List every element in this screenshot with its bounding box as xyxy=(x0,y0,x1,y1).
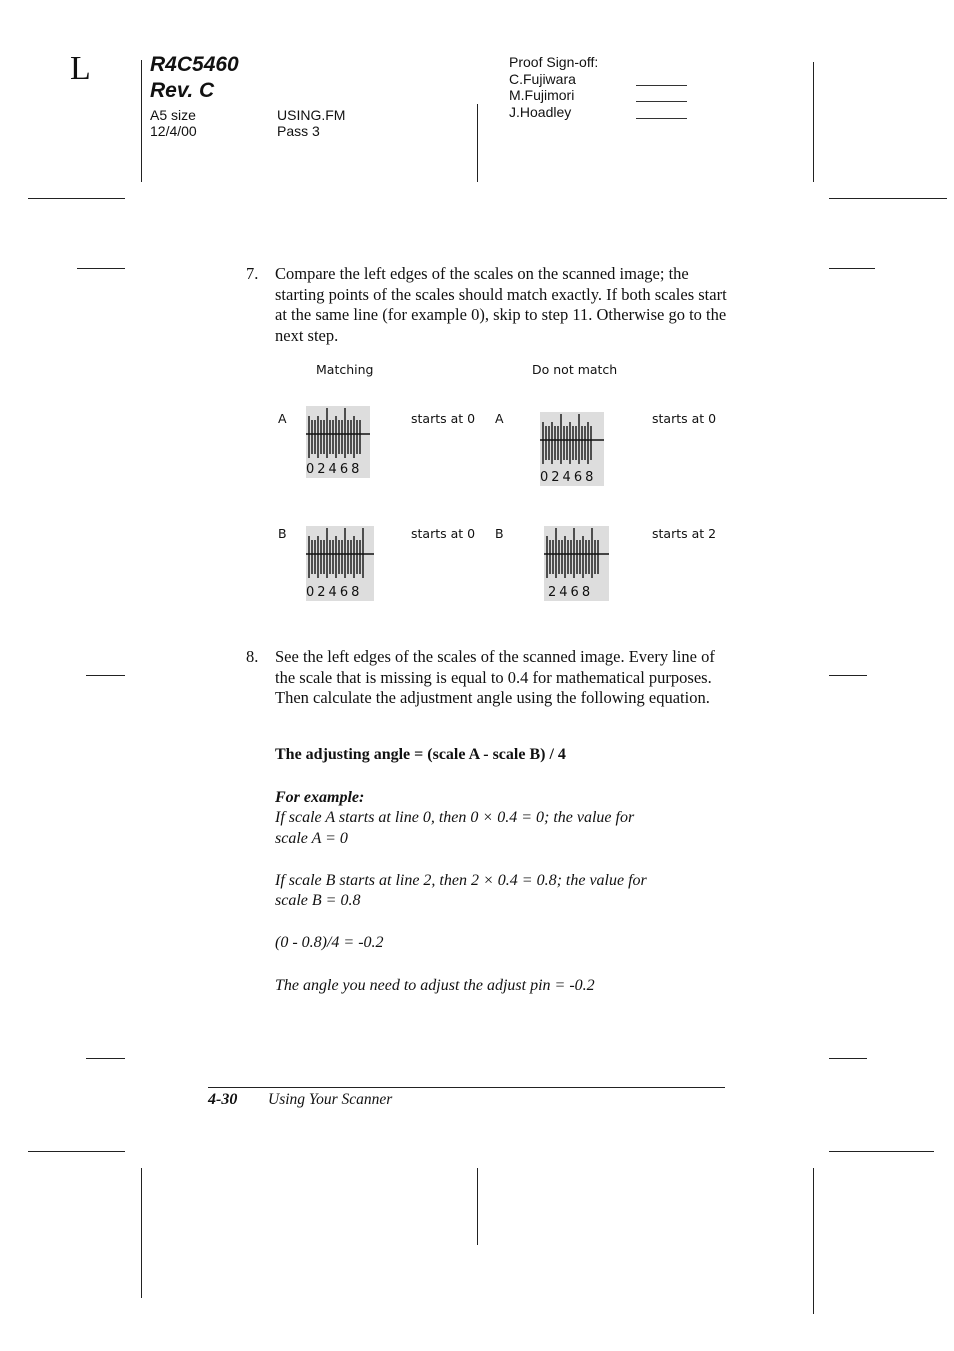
scale-image xyxy=(544,526,609,601)
signature-line xyxy=(636,101,687,102)
crop-mark xyxy=(28,198,125,199)
crop-mark xyxy=(829,268,875,269)
crop-mark xyxy=(77,268,125,269)
figure-heading-nomatch: Do not match xyxy=(532,362,618,377)
example-calc: (0 - 0.8)/4 = -0.2 xyxy=(275,934,384,951)
crop-mark xyxy=(28,1151,125,1152)
doc-title-line1: R4C5460 xyxy=(150,53,239,76)
scale-letter: B xyxy=(495,526,504,541)
adjusting-angle-equation: The adjusting angle = (scale A - scale B) / 4 xyxy=(275,746,566,763)
crop-mark xyxy=(86,675,125,676)
example-b-line2: scale B = 0.8 xyxy=(275,892,361,909)
crop-mark xyxy=(813,62,814,182)
example-a-line2: scale A = 0 xyxy=(275,830,348,847)
step-number: 7. xyxy=(246,264,259,283)
scale-letter: A xyxy=(278,411,287,426)
proof-signer: C.Fujiwara xyxy=(509,71,576,87)
crop-mark xyxy=(477,104,478,182)
crop-mark xyxy=(141,60,142,182)
figure-heading-matching: Matching xyxy=(316,362,374,377)
example-result: The angle you need to adjust the adjust pin = -0.2 xyxy=(275,977,595,994)
page-number: 4-30 xyxy=(208,1091,238,1108)
doc-date: 12/4/00 xyxy=(150,123,197,139)
doc-size: A5 size xyxy=(150,107,196,123)
proof-signer: J.Hoadley xyxy=(509,104,572,120)
footer-rule xyxy=(208,1087,725,1088)
crop-mark xyxy=(829,1151,934,1152)
scale-letter: B xyxy=(278,526,287,541)
corner-mark: L xyxy=(70,50,91,87)
scale-caption: starts at 0 xyxy=(411,526,476,541)
example-a-line1: If scale A starts at line 0, then 0 × 0.4 = 0; the value for xyxy=(275,809,635,826)
signature-line xyxy=(636,118,687,119)
scale-digits: 02468 xyxy=(540,470,597,485)
doc-file: USING.FM xyxy=(277,107,346,123)
crop-mark xyxy=(829,198,947,199)
scale-letter: A xyxy=(495,411,504,426)
scale-digits: 02468 xyxy=(306,462,363,477)
example-heading: For example: xyxy=(275,789,365,806)
doc-title xyxy=(150,52,239,104)
crop-mark xyxy=(86,1058,125,1059)
scale-caption: starts at 0 xyxy=(411,411,476,426)
section-title: Using Your Scanner xyxy=(268,1091,393,1108)
scale-digits: 2468 xyxy=(548,585,594,600)
crop-mark xyxy=(477,1168,478,1245)
scale-image xyxy=(540,412,604,486)
crop-mark xyxy=(829,1058,867,1059)
proof-signoff-title: Proof Sign-off: xyxy=(509,54,599,70)
crop-mark xyxy=(141,1168,142,1298)
example-b-line1: If scale B starts at line 2, then 2 × 0.4 = 0.8; the value for xyxy=(275,872,647,889)
crop-mark xyxy=(813,1168,814,1314)
step-7-text: Compare the left edges of the scales on the scanned image; the starting points of the scales should match exactly. If both scales start at the same line (for example 0), skip to step 11. Otherwise go to the next step. xyxy=(275,264,727,345)
scale-caption: starts at 0 xyxy=(652,411,717,426)
scale-image xyxy=(306,526,374,601)
signature-line xyxy=(636,85,687,86)
scale-image xyxy=(306,406,370,478)
scale-caption: starts at 2 xyxy=(652,526,717,541)
proof-signer: M.Fujimori xyxy=(509,87,575,103)
step-8-text: See the left edges of the scales of the scanned image. Every line of the scale that is missing is equal to 0.4 for mathematical purposes. Then calculate the adjustment angle using the following equation. xyxy=(275,647,715,707)
step-number: 8. xyxy=(246,647,259,666)
scale-digits: 02468 xyxy=(306,585,363,600)
doc-title-line2: Rev. C xyxy=(150,79,215,102)
crop-mark xyxy=(829,675,867,676)
doc-pass: Pass 3 xyxy=(277,123,320,139)
